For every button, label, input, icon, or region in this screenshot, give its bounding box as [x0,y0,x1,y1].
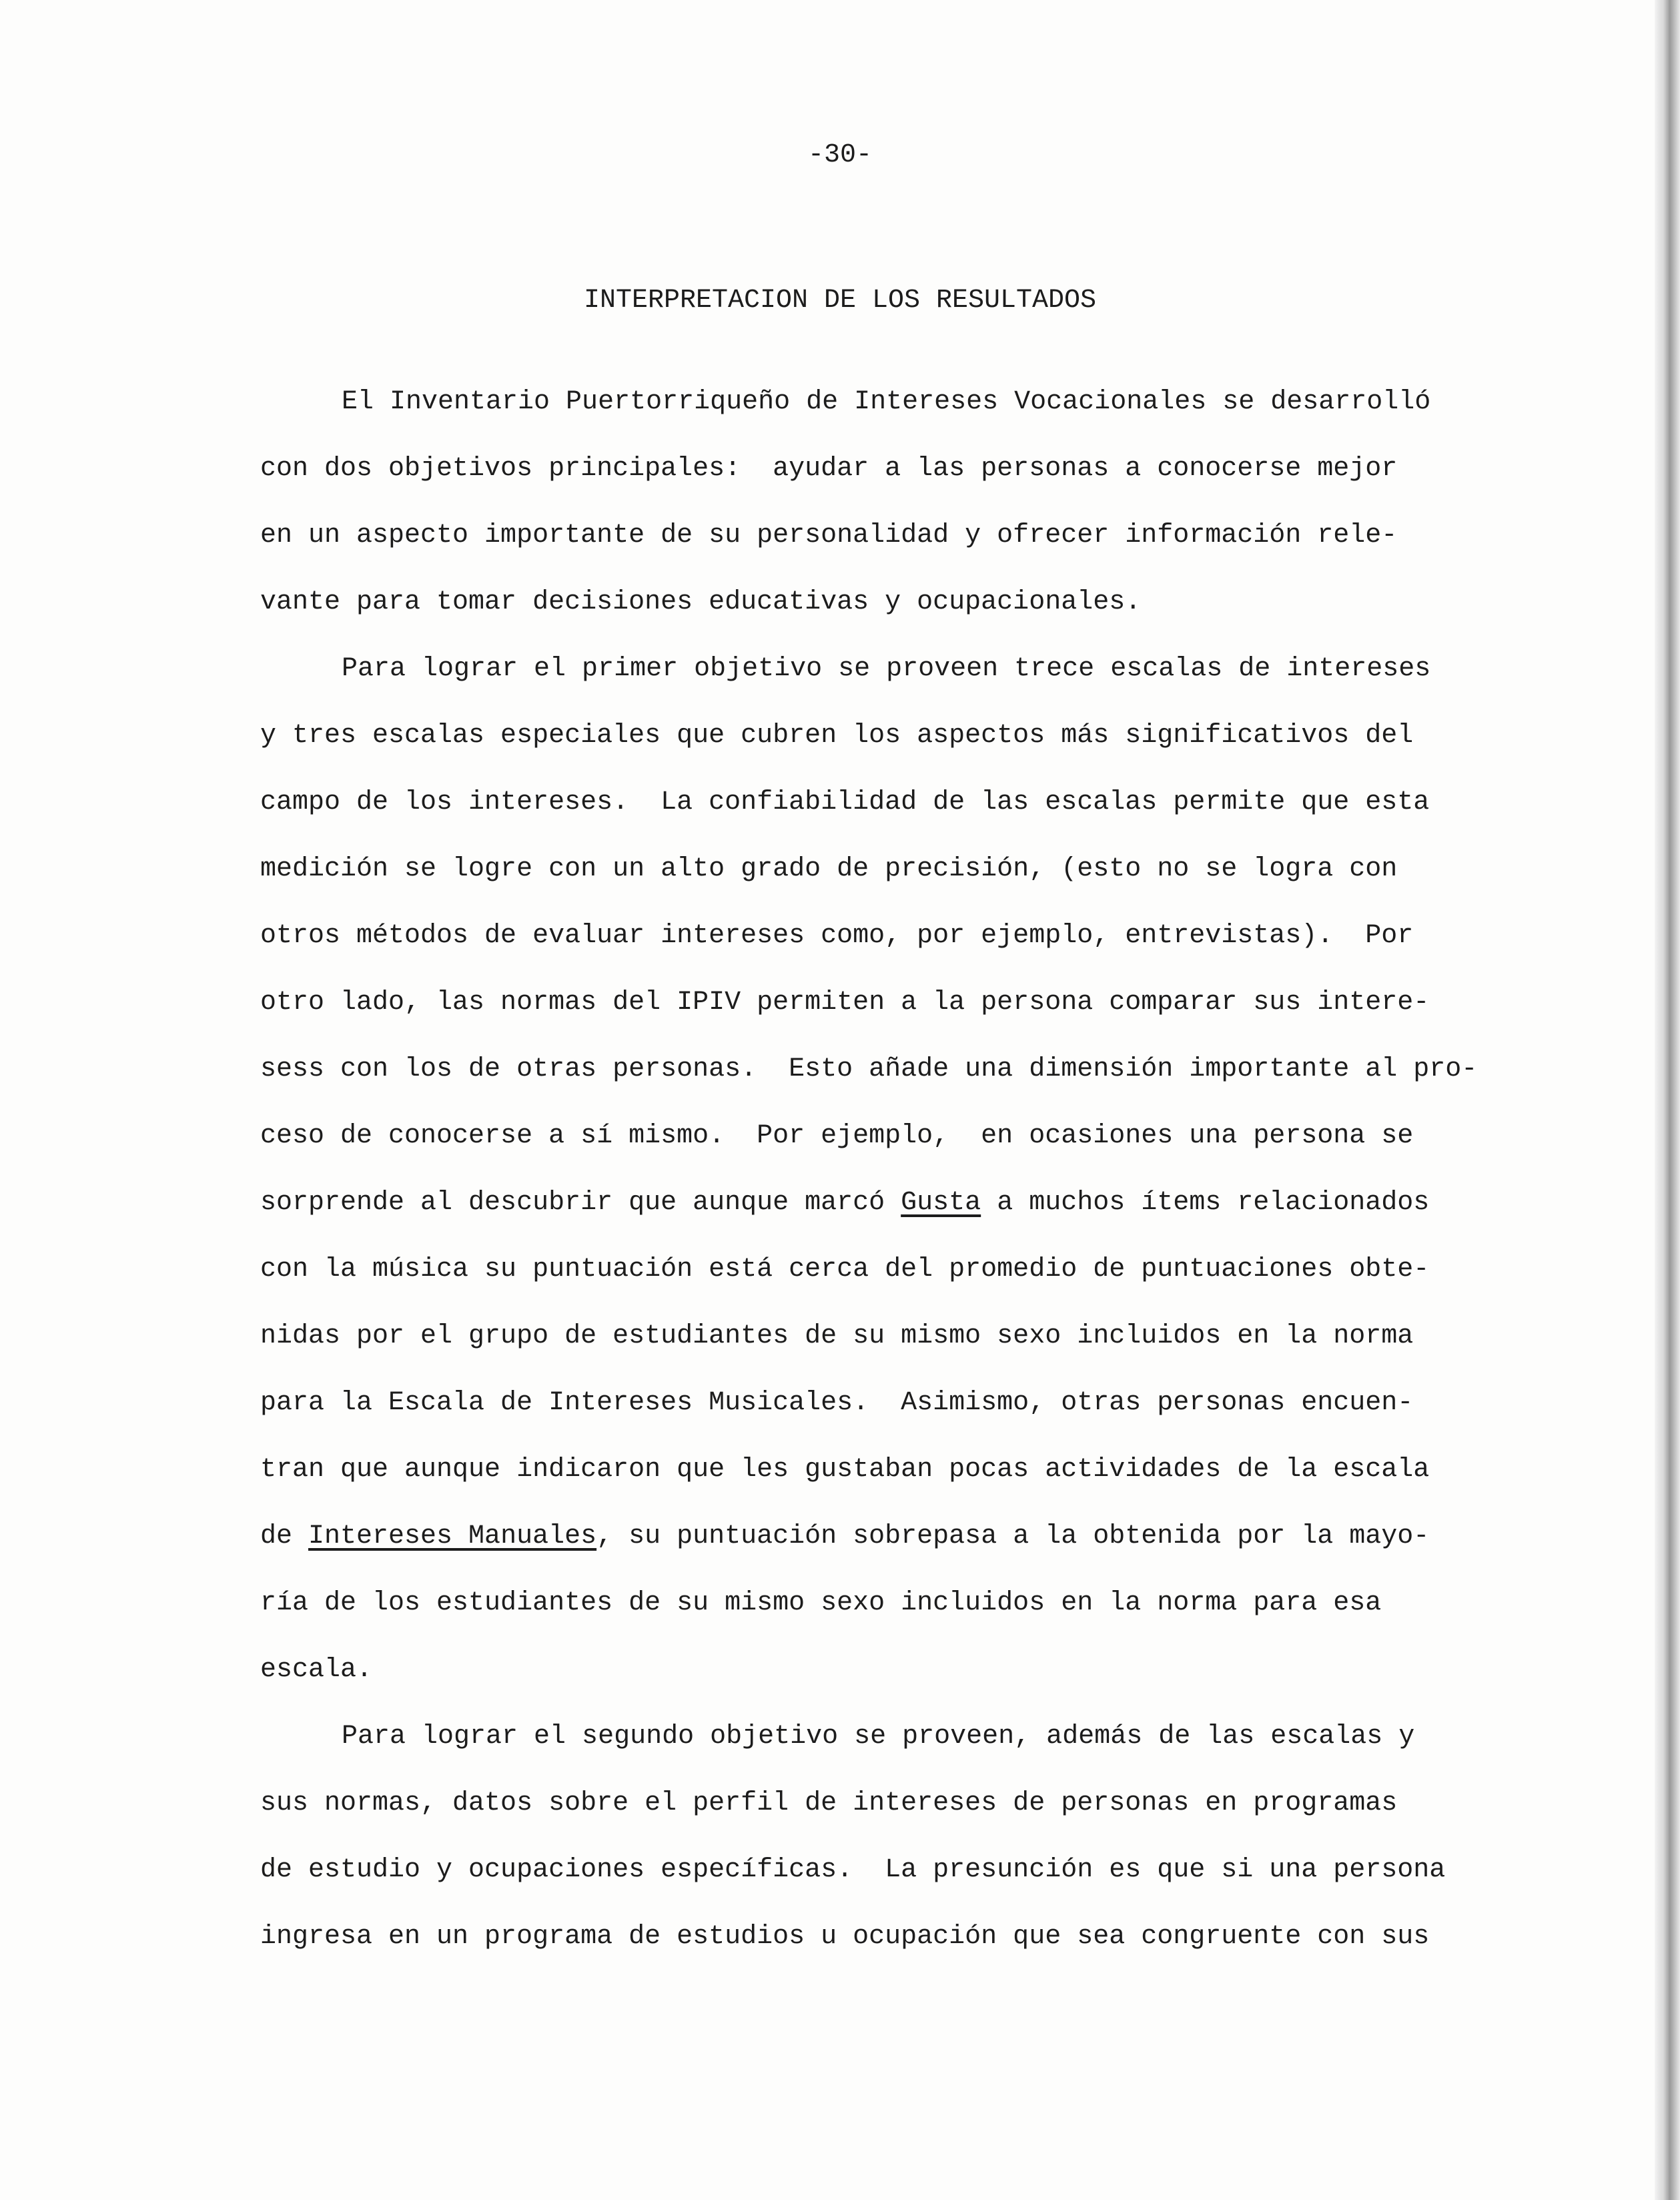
body-text [260,384,1595,1985]
text-line: ingresa en un programa de estudios u ocupación que sea congruente con sus [260,1922,1430,1952]
text-line [260,1184,1595,1251]
underlined-term: Gusta [901,1188,981,1218]
text-line: y tres escalas especiales que cubren los aspectos más significativos del [260,721,1414,751]
text-segment: sorprende al descubrir que aunque marcó [260,1188,901,1218]
text-line: escala. [260,1655,373,1685]
section-heading: INTERPRETACION DE LOS RESULTADOS [583,286,1097,316]
text-line: de estudio y ocupaciones específicas. La presunción es que si una persona [260,1855,1446,1885]
text-segment: a muchos ítems relacionados [981,1188,1430,1218]
text-line: otro lado, las normas del IPIV permiten a la persona comparar sus intere- [260,988,1430,1018]
text-line: en un aspecto importante de su personalidad y ofrecer información rele- [260,520,1398,551]
text-line: campo de los intereses. La confiabilidad de las escalas permite que esta [260,787,1430,817]
text-segment: , su puntuación sobrepasa a la obtenida por la mayo- [596,1521,1430,1551]
text-line: medición se logre con un alto grado de precisión, (esto no se logra con [260,854,1398,884]
text-line [260,1518,1595,1585]
text-line: sess con los de otras personas. Esto añade una dimensión importante al pro- [260,1054,1478,1084]
text-line: tran que aunque indicaron que les gustaban pocas actividades de la escala [260,1455,1430,1485]
text-line: con la música su puntuación está cerca del promedio de puntuaciones obte- [260,1254,1430,1285]
text-line: para la Escala de Intereses Musicales. Asimismo, otras personas encuen- [260,1388,1414,1418]
text-line: otros métodos de evaluar intereses como, por ejemplo, entrevistas). Por [260,921,1414,951]
underlined-term: Intereses Manuales [308,1521,597,1551]
page-number: -30- [807,140,872,170]
text-line: ría de los estudiantes de su mismo sexo incluidos en la norma para esa [260,1588,1382,1618]
page-edge-shadow [1655,0,1680,2200]
text-line: El Inventario Puertorriqueño de Intereses Vocacionales se desarrolló [342,387,1431,417]
text-line: nidas por el grupo de estudiantes de su mismo sexo incluidos en la norma [260,1321,1414,1351]
text-line: sus normas, datos sobre el perfil de intereses de personas en programas [260,1788,1398,1818]
text-line: vante para tomar decisiones educativas y ocupacionales. [260,587,1142,617]
text-line: Para lograr el primer objetivo se proveen trece escalas de intereses [342,654,1431,684]
text-line: Para lograr el segundo objetivo se proveen, además de las escalas y [342,1722,1415,1752]
text-line: con dos objetivos principales: ayudar a las personas a conocerse mejor [260,454,1398,484]
text-segment: de [260,1521,309,1551]
text-line: ceso de conocerse a sí mismo. Por ejemplo, en ocasiones una persona se [260,1121,1414,1151]
